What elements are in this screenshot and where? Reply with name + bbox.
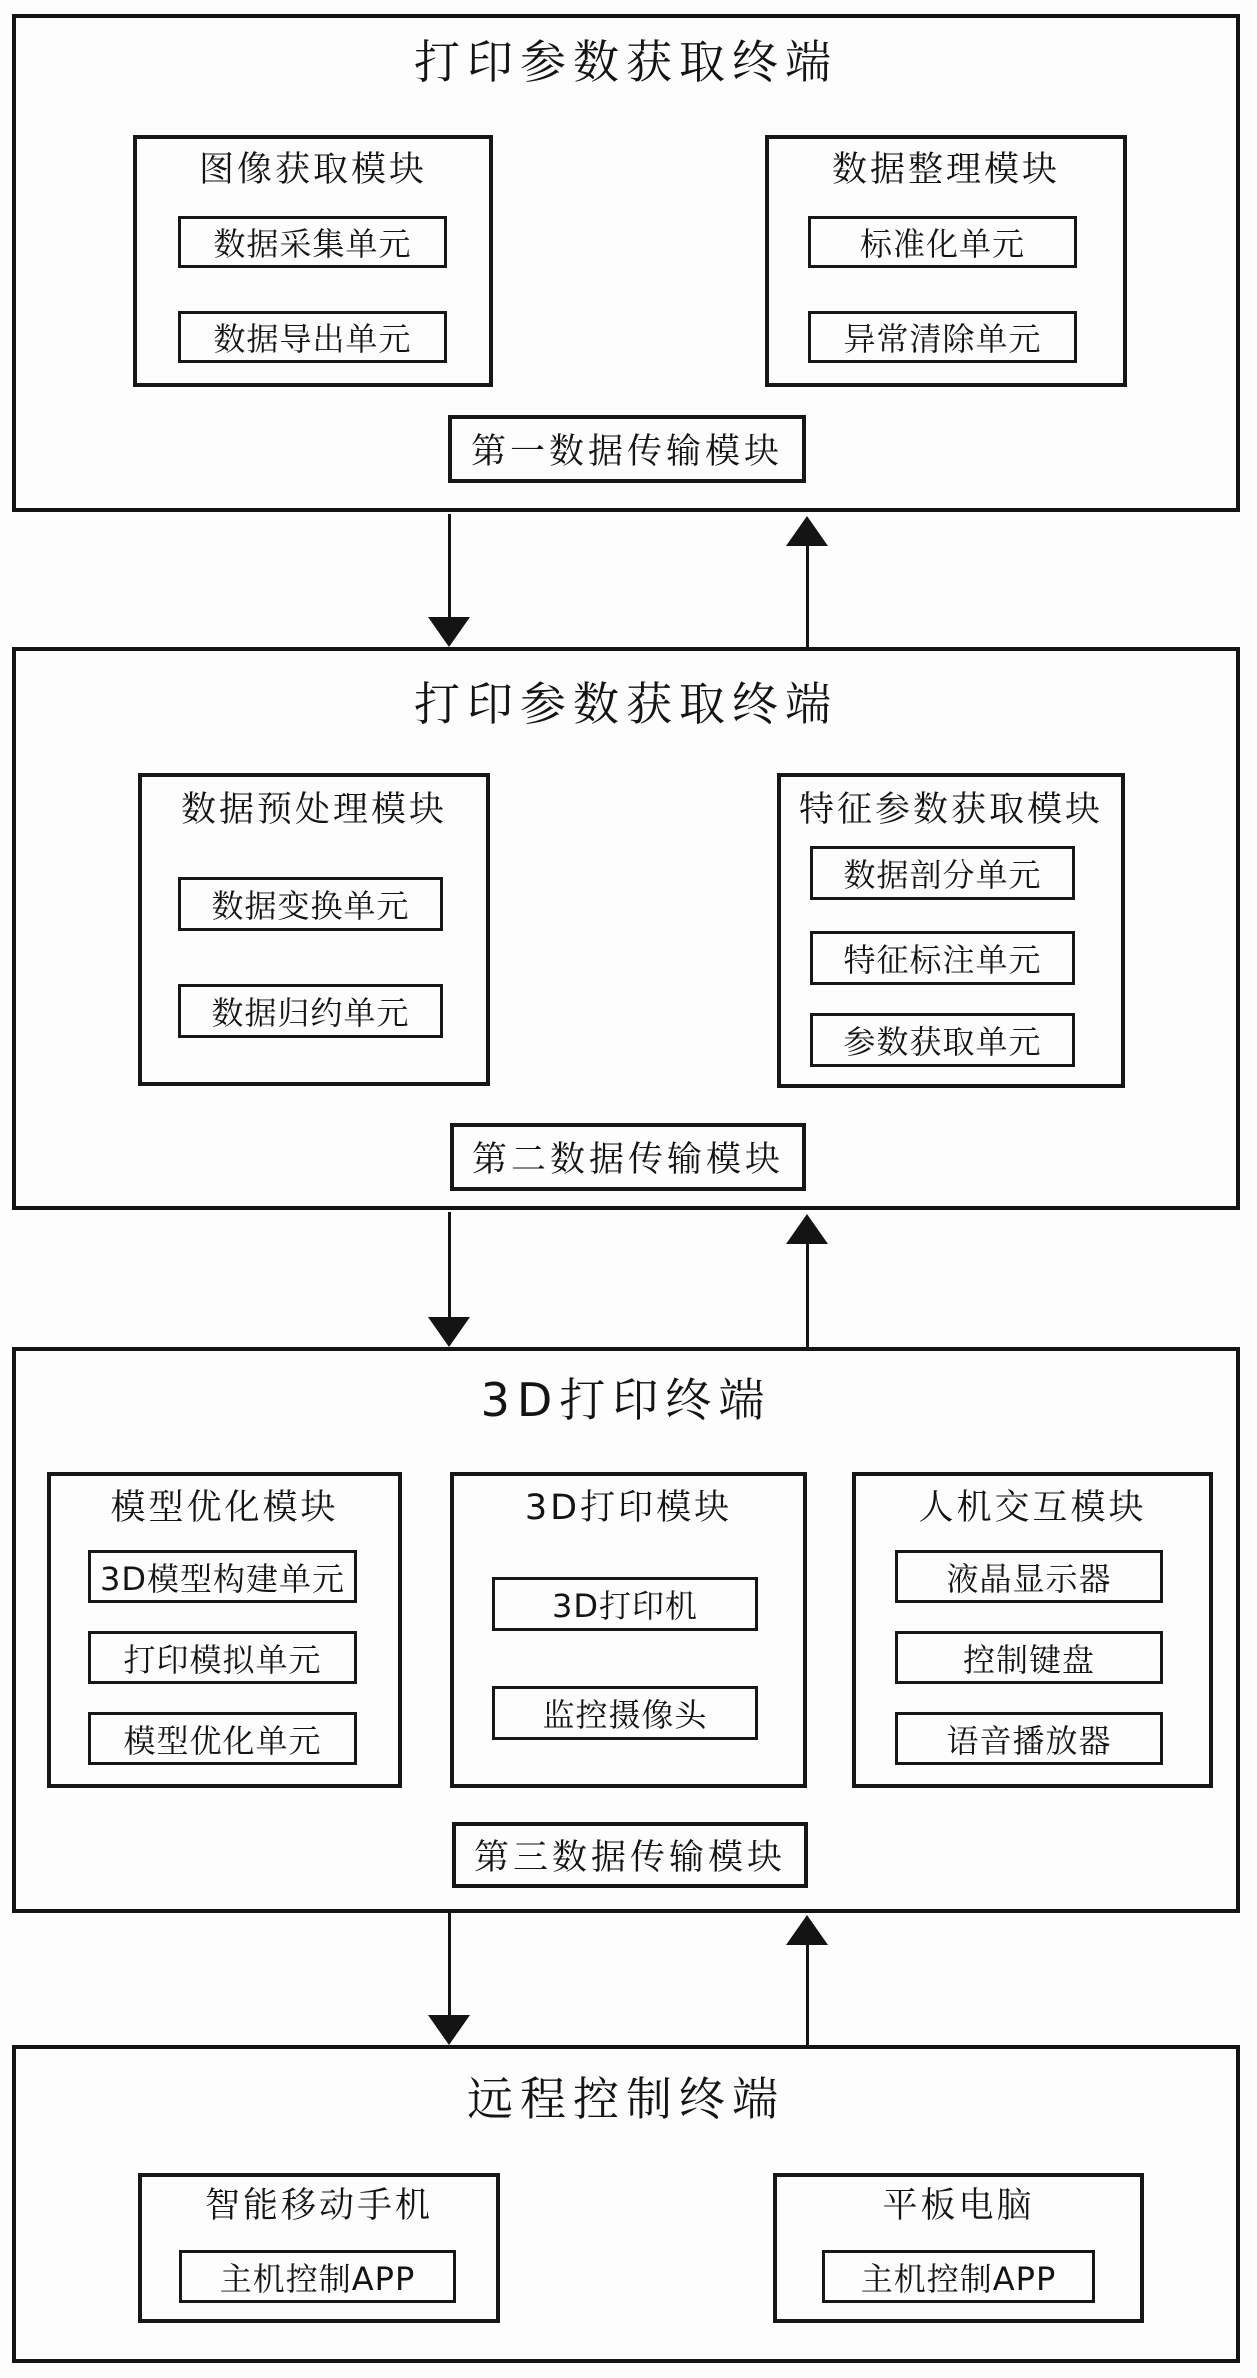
unit-host-control-app-phone: 主机控制APP: [179, 2250, 456, 2303]
arrow-down-s1-to-s2-line: [448, 514, 451, 618]
arrow-down-s1-to-s2-head-icon: [428, 617, 470, 647]
unit-3d-printer: 3D打印机: [492, 1577, 758, 1631]
unit-lcd-display: 液晶显示器: [895, 1550, 1163, 1603]
unit-control-keyboard: 控制键盘: [895, 1631, 1163, 1684]
arrow-down-s2-to-s3-head-icon: [428, 1317, 470, 1347]
unit-data-transform: 数据变换单元: [178, 877, 443, 931]
arrow-up-s2-to-s1-line: [806, 545, 809, 647]
unit-monitoring-camera: 监控摄像头: [492, 1686, 758, 1740]
unit-data-reduction: 数据归约单元: [178, 984, 443, 1038]
arrow-up-s2-to-s1-head-icon: [786, 516, 828, 546]
unit-feature-labeling: 特征标注单元: [810, 931, 1075, 985]
unit-param-acquisition: 参数获取单元: [810, 1013, 1075, 1067]
unit-data-partition: 数据剖分单元: [810, 846, 1075, 900]
module-model-optimization-title: 模型优化模块: [110, 1488, 339, 1528]
section-4-title: 远程控制终端: [467, 2072, 785, 2126]
module-human-machine-interaction-title: 人机交互模块: [918, 1488, 1147, 1528]
unit-print-simulation: 打印模拟单元: [88, 1631, 357, 1684]
arrow-up-s4-to-s3-head-icon: [786, 1915, 828, 1945]
module-second-data-transmission: 第二数据传输模块: [450, 1123, 806, 1191]
module-data-arrangement-title: 数据整理模块: [831, 150, 1060, 190]
unit-3d-model-build: 3D模型构建单元: [88, 1550, 357, 1603]
section-3-title: 3D打印终端: [480, 1373, 772, 1427]
module-3d-printing-title: 3D打印模块: [524, 1488, 733, 1528]
section-2-title: 打印参数获取终端: [414, 677, 838, 731]
unit-model-optimization: 模型优化单元: [88, 1712, 357, 1765]
unit-data-export: 数据导出单元: [178, 311, 447, 363]
unit-data-collection: 数据采集单元: [178, 216, 447, 268]
unit-anomaly-removal: 异常清除单元: [808, 311, 1077, 363]
section-1-title: 打印参数获取终端: [414, 35, 838, 89]
unit-voice-player: 语音播放器: [895, 1712, 1163, 1765]
module-image-acquisition-title: 图像获取模块: [198, 150, 427, 190]
module-first-data-transmission: 第一数据传输模块: [448, 415, 806, 483]
arrow-up-s4-to-s3-line: [806, 1944, 809, 2045]
arrow-up-s3-to-s2-line: [806, 1243, 809, 1347]
unit-host-control-app-tablet: 主机控制APP: [822, 2250, 1095, 2303]
arrow-down-s3-to-s4-line: [448, 1913, 451, 2017]
module-third-data-transmission: 第三数据传输模块: [452, 1822, 808, 1888]
module-tablet-computer-title: 平板电脑: [882, 2186, 1035, 2226]
arrow-down-s3-to-s4-head-icon: [428, 2015, 470, 2045]
arrow-down-s2-to-s3-line: [448, 1212, 451, 1318]
module-smart-mobile-phone-title: 智能移动手机: [204, 2186, 433, 2226]
module-data-preprocessing-title: 数据预处理模块: [180, 790, 447, 830]
unit-standardization: 标准化单元: [808, 216, 1077, 268]
module-feature-param-acquisition-title: 特征参数获取模块: [798, 790, 1103, 830]
arrow-up-s3-to-s2-head-icon: [786, 1214, 828, 1244]
